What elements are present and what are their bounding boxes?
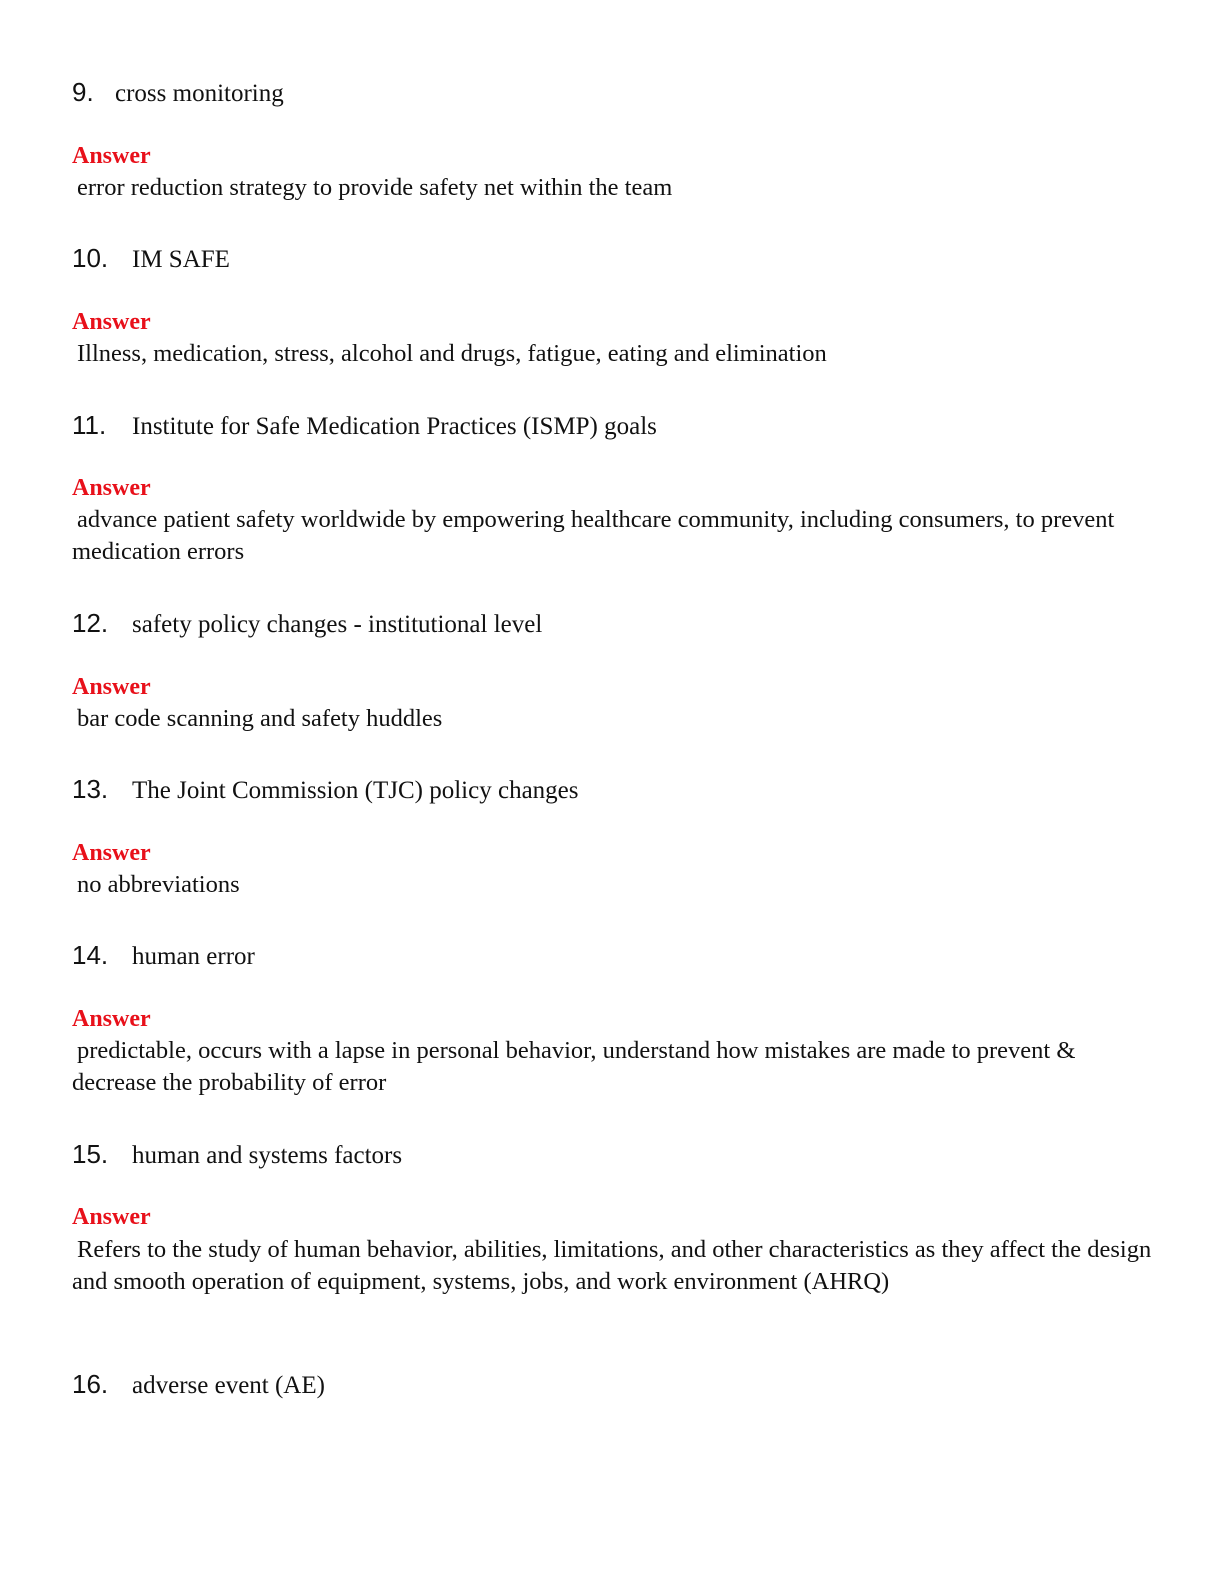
question-number: 15. [72,1139,109,1169]
question-12 [72,607,542,641]
answer-text: no abbreviations [77,871,240,898]
question-number: 9. [72,77,94,107]
answer-label: Answer [72,143,151,169]
question-text: IM SAFE [132,246,230,273]
question-text: safety policy changes - institutional level [132,611,543,638]
answer-text: advance patient safety worldwide by empowering healthcare community, including consumers, to prevent medication errors [72,506,1115,565]
question-13 [72,773,578,807]
question-text: human and systems factors [132,1142,403,1169]
answer-text: Refers to the study of human behavior, abilities, limitations, and other characteristics as they affect the design and smooth operation of equipment, systems, jobs, and work environment (AHRQ) [72,1236,1152,1295]
answer-label: Answer [72,1204,151,1230]
question-text: Institute for Safe Medication Practices (ISMP) goals [132,413,657,440]
answer-label: Answer [72,1006,151,1032]
question-number: 12. [72,608,109,638]
question-number: 10. [72,243,109,273]
question-10 [72,242,230,276]
question-9 [72,76,284,110]
question-text: human error [132,943,255,970]
question-text: cross monitoring [115,80,284,107]
answer-text: Illness, medication, stress, alcohol and drugs, fatigue, eating and elimination [77,340,827,367]
answer-text: error reduction strategy to provide safety net within the team [77,174,673,201]
answer-label: Answer [72,309,151,335]
question-15 [72,1138,402,1172]
answer-label: Answer [72,840,151,866]
question-number: 14. [72,940,109,970]
answer-text: bar code scanning and safety huddles [77,705,443,732]
question-16 [72,1368,325,1402]
question-text: adverse event (AE) [132,1372,325,1399]
question-14 [72,939,255,973]
answer-text: predictable, occurs with a lapse in personal behavior, understand how mistakes are made to prevent & decrease the probability of error [72,1037,1076,1096]
question-number: 16. [72,1369,109,1399]
question-text: The Joint Commission (TJC) policy changes [132,777,579,804]
answer-label: Answer [72,674,151,700]
answer-label: Answer [72,475,151,501]
question-number: 13. [72,774,109,804]
question-number: 11. [72,410,107,440]
question-11 [72,409,657,443]
